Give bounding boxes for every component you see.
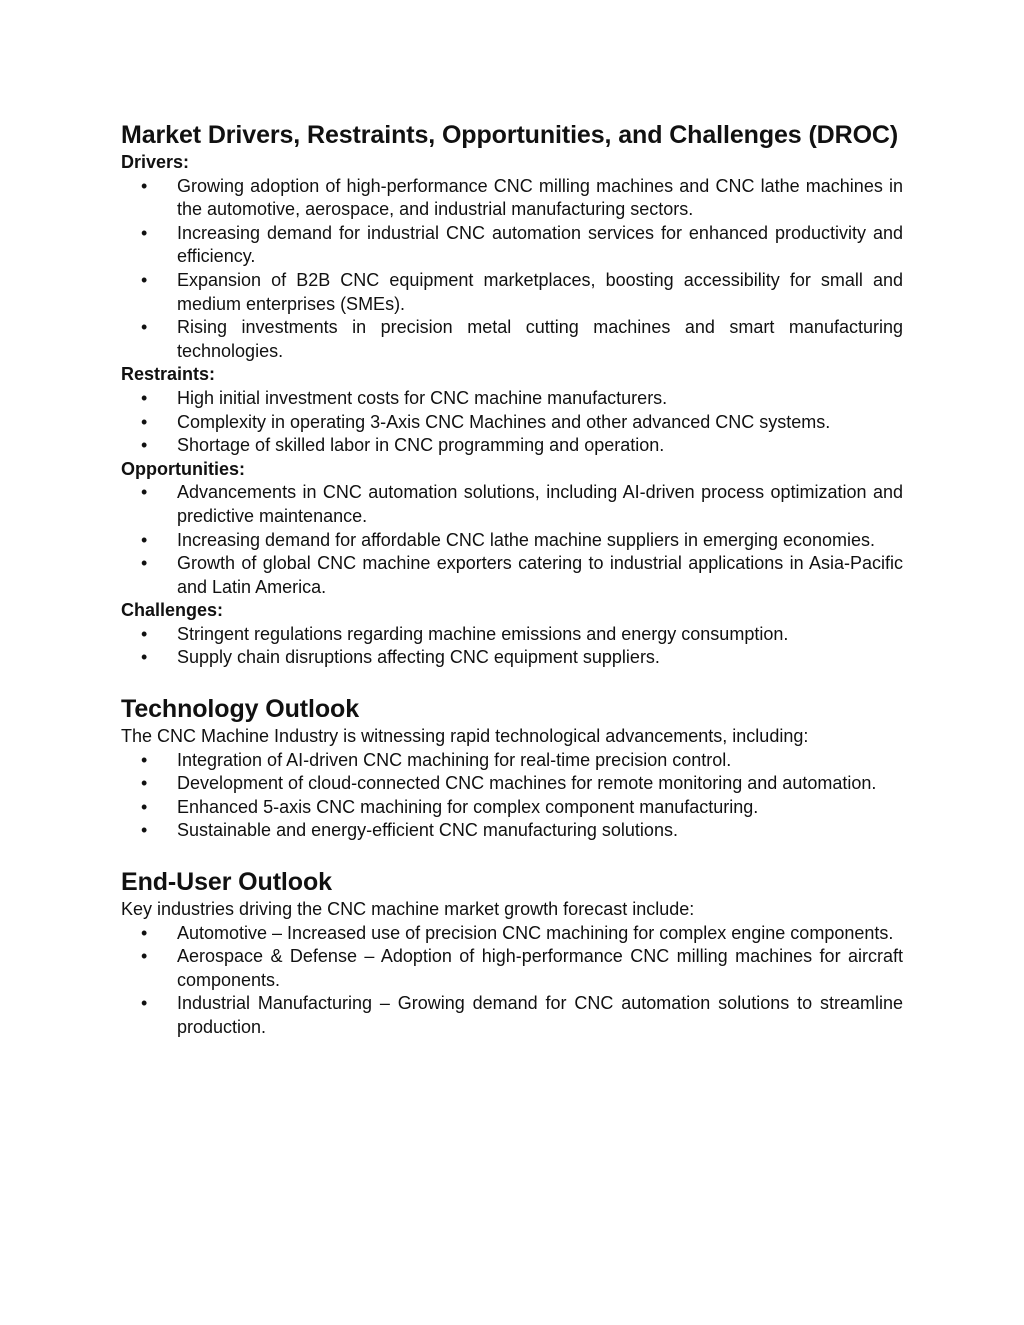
opportunities-list [121, 481, 903, 599]
technology-title: Technology Outlook [121, 695, 360, 724]
list-item: • Aerospace & Defense – Adoption of high-performance CNC milling machines for aircraft components. [121, 945, 903, 992]
list-item: • Advancements in CNC automation solutions, including AI-driven process optimization and predictive maintenance. [121, 481, 903, 528]
list-item: • Sustainable and energy-efficient CNC manufacturing solutions. [121, 819, 903, 843]
list-item: • Supply chain disruptions affecting CNC equipment suppliers. [121, 646, 903, 670]
list-item: • Rising investments in precision metal cutting machines and smart manufacturing technologies. [121, 316, 903, 363]
list-item: • Industrial Manufacturing – Growing demand for CNC automation solutions to streamline production. [121, 992, 903, 1039]
restraints-list [121, 387, 903, 458]
list-item: • Growing adoption of high-performance CNC milling machines and CNC lathe machines in the automotive, aerospace, and industrial manufacturing sectors. [121, 175, 903, 222]
opportunities-heading: Opportunities: [121, 458, 245, 479]
end-user-intro: Key industries driving the CNC machine market growth forecast include: [121, 899, 695, 920]
list-item: • Expansion of B2B CNC equipment marketplaces, boosting accessibility for small and medium enterprises (SMEs). [121, 269, 903, 316]
challenges-list [121, 623, 903, 670]
list-item: • Increasing demand for affordable CNC lathe machine suppliers in emerging economies. [121, 529, 903, 553]
drivers-heading: Drivers: [121, 152, 190, 172]
challenges-heading: Challenges: [121, 600, 224, 621]
droc-section [121, 120, 903, 670]
list-item: • Integration of AI-driven CNC machining for real-time precision control. [121, 749, 903, 773]
list-item: • Automotive – Increased use of precision CNC machining for complex engine components. [121, 922, 903, 946]
list-item: • Enhanced 5-axis CNC machining for complex component manufacturing. [121, 796, 903, 820]
list-item: • Shortage of skilled labor in CNC programming and operation. [121, 434, 903, 458]
end-user-section [121, 867, 903, 1040]
end-user-list [121, 922, 903, 1040]
list-item: • Growth of global CNC machine exporters catering to industrial applications in Asia-Pacific and Latin America. [121, 552, 903, 599]
list-item: • Stringent regulations regarding machine emissions and energy consumption. [121, 623, 903, 647]
technology-intro: The CNC Machine Industry is witnessing rapid technological advancements, including: [121, 726, 809, 747]
drivers-list [121, 175, 903, 364]
list-item: • Development of cloud-connected CNC machines for remote monitoring and automation. [121, 772, 903, 796]
list-item: • Complexity in operating 3-Axis CNC Machines and other advanced CNC systems. [121, 411, 903, 435]
droc-title: Market Drivers, Restraints, Opportunities, and Challenges (DROC) [121, 121, 899, 149]
restraints-heading: Restraints: [121, 364, 216, 385]
list-item: • High initial investment costs for CNC machine manufacturers. [121, 387, 903, 411]
end-user-title: End-User Outlook [121, 868, 332, 897]
list-item: • Increasing demand for industrial CNC automation services for enhanced productivity and efficiency. [121, 222, 903, 269]
technology-section [121, 694, 903, 843]
technology-list [121, 749, 903, 843]
